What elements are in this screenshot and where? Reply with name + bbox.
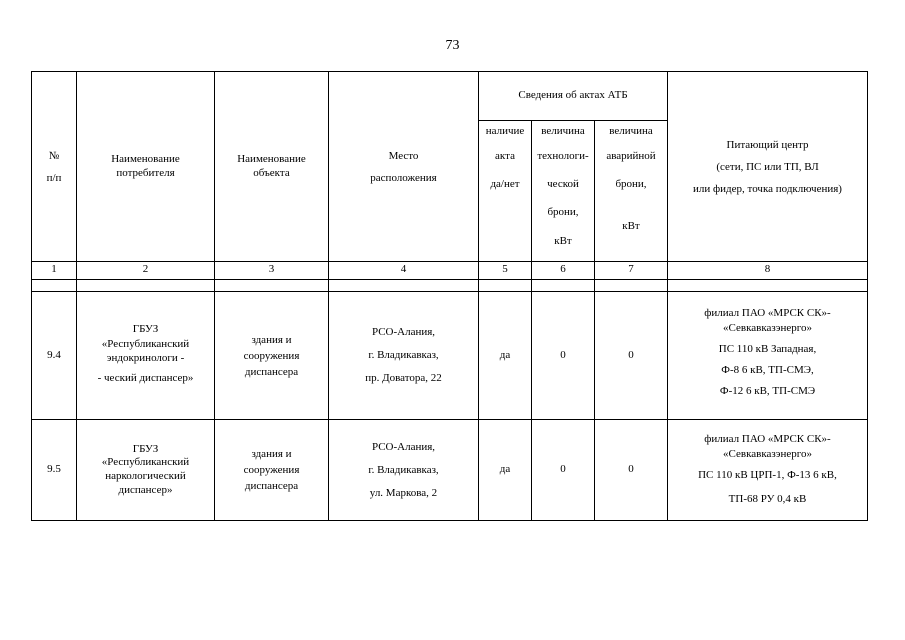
header-object: Наименование объекта [215,72,329,262]
col-number: 1 [32,262,77,280]
atb-table [31,71,868,521]
col-number: 6 [532,262,595,280]
row-object: здания и сооружения диспансера [215,292,329,420]
header-num: № п/п [32,72,77,262]
table-row [32,292,868,420]
col-number: 5 [479,262,532,280]
row-emergency-reserve: 0 [595,292,668,420]
table-row [32,420,868,521]
col-number: 7 [595,262,668,280]
header-tech-reserve: величина технологи- ческой брони, кВт [532,121,595,262]
row-feeding-center: филиал ПАО «МРСК СК»- «Севкавказэнерго» ПС 110 кВ Западная, Ф-8 6 кВ, ТП-СМЭ, Ф-12 6 кВ, ТП-СМЭ [668,292,868,420]
header-row-1 [32,72,868,121]
row-act: да [479,292,532,420]
row-emergency-reserve: 0 [595,420,668,521]
row-consumer: ГБУЗ «Республиканский наркологический диспансер» [77,420,215,521]
column-number-row [32,262,868,280]
header-act: наличие акта да/нет [479,121,532,262]
page-number: 73 [445,38,460,53]
col-number: 4 [329,262,479,280]
row-feeding-center: филиал ПАО «МРСК СК»- «Севкавказэнерго» ПС 110 кВ ЦРП-1, Ф-13 6 кВ, ТП-68 РУ 0,4 кВ [668,420,868,521]
header-consumer: Наименование потребителя [77,72,215,262]
header-feeding-center: Питающий центр (сети, ПС или ТП, ВЛ или фидер, точка подключения) [668,72,868,262]
col-number: 2 [77,262,215,280]
row-num: 9.5 [32,420,77,521]
header-location: Место расположения [329,72,479,262]
row-act: да [479,420,532,521]
header-atb-group: Сведения об актах АТБ [479,72,668,121]
col-number: 3 [215,262,329,280]
row-location: РСО-Алания, г. Владикавказ, пр. Доватора, 22 [329,292,479,420]
row-tech-reserve: 0 [532,420,595,521]
spacer-row [32,280,868,292]
header-emergency-reserve: величина аварийной брони, кВт [595,121,668,262]
row-consumer: ГБУЗ «Республиканский эндокринологи - - ческий диспансер» [77,292,215,420]
row-tech-reserve: 0 [532,292,595,420]
row-num: 9.4 [32,292,77,420]
row-location: РСО-Алания, г. Владикавказ, ул. Маркова, 2 [329,420,479,521]
col-number: 8 [668,262,868,280]
row-object: здания и сооружения диспансера [215,420,329,521]
